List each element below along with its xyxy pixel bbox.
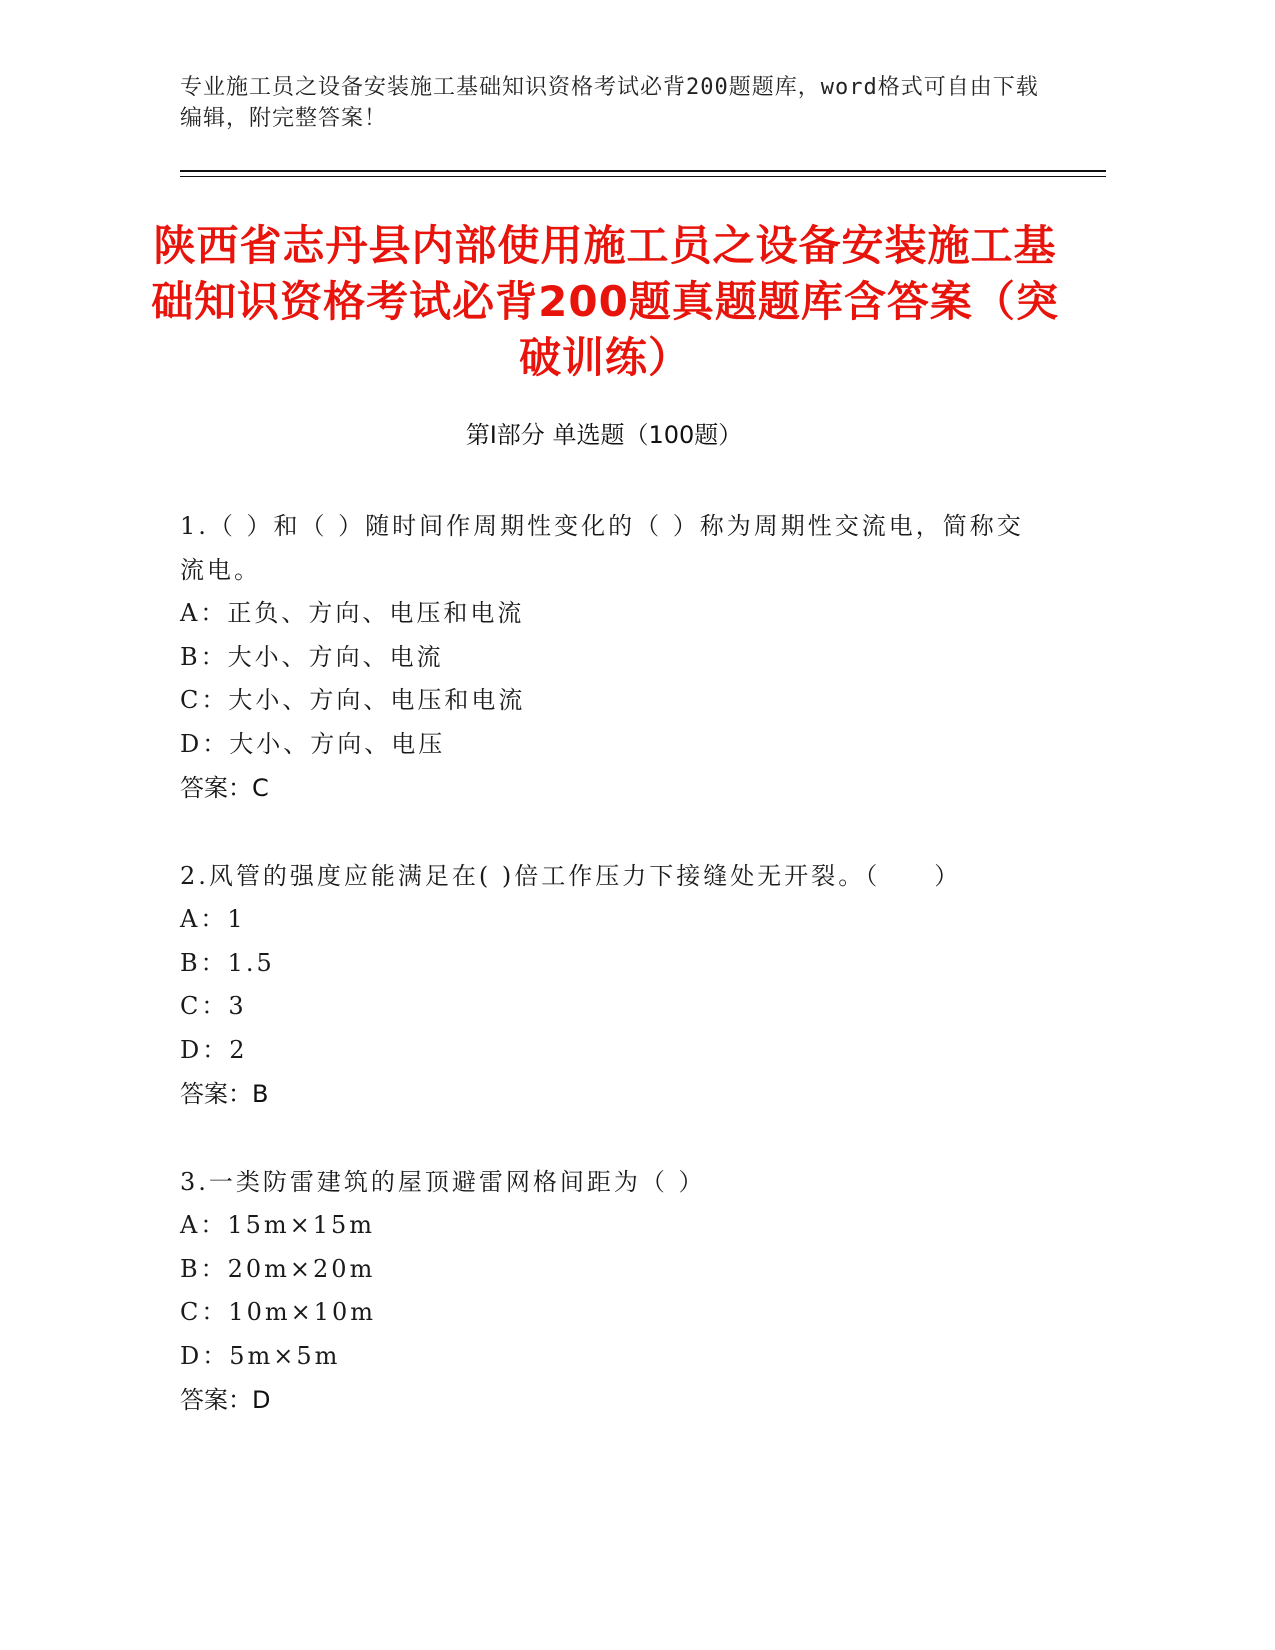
section-heading: 第Ⅰ部分 单选题（100题）: [465, 421, 743, 449]
header-note: 专业施工员之设备安装施工基础知识资格考试必背200题题库，word格式可自由下载编辑，附完整答案！: [180, 75, 1039, 131]
question-stem: 2.风管的强度应能满足在( )倍工作压力下接缝处无开裂。（ ）: [180, 862, 962, 890]
answer-line: 答案：D: [180, 1386, 271, 1414]
question-2: [180, 854, 1040, 1116]
header-rule-thick: [180, 170, 1106, 172]
option-a: A：正负、方向、电压和电流: [180, 599, 525, 627]
option-a: A：15m×15m: [180, 1211, 376, 1239]
option-d: D：5m×5m: [180, 1341, 341, 1370]
question-stem: 3.一类防雷建筑的屋顶避雷网格间距为（ ）: [180, 1168, 706, 1196]
document-title: 陕西省志丹县内部使用施工员之设备安装施工基础知识资格考试必背200题真题题库含答案（突破训练）: [151, 221, 1059, 382]
question-stem: 1.（ ）和（ ）随时间作周期性变化的（ ）称为周期性交流电，简称交流电。: [180, 512, 1024, 584]
answer-line: 答案：C: [180, 774, 269, 802]
option-d: D：2: [180, 1035, 248, 1064]
option-b: B：1.5: [180, 948, 275, 977]
option-a: A：1: [180, 905, 246, 933]
question-1: [180, 504, 1040, 810]
option-b: B：大小、方向、电流: [180, 642, 444, 671]
option-d: D：大小、方向、电压: [180, 729, 446, 758]
option-c: C：3: [180, 992, 247, 1020]
question-list: [180, 504, 1040, 1466]
answer-line: 答案：B: [180, 1080, 269, 1108]
option-b: B：20m×20m: [180, 1254, 376, 1283]
question-3: [180, 1160, 1040, 1422]
option-c: C：大小、方向、电压和电流: [180, 686, 526, 714]
header-rule-thin: [180, 176, 1106, 177]
option-c: C：10m×10m: [180, 1298, 377, 1326]
